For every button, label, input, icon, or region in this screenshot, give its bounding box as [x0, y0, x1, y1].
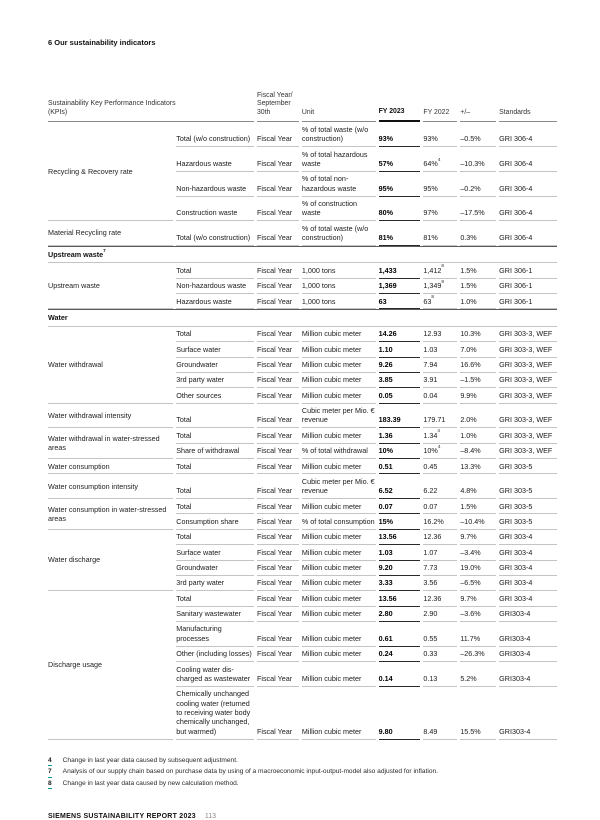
cell-fy2023-value: 0.61 — [379, 622, 421, 647]
cell-sub-label: Groundwater — [176, 561, 254, 576]
cell-fy2023-value: 14.26 — [379, 327, 421, 342]
cell-change-value: –3.6% — [460, 607, 496, 622]
table-row — [48, 499, 557, 514]
cell-change-value: –26.3% — [460, 647, 496, 662]
cell-standard: GRI 303-4 — [499, 561, 557, 576]
cell-fy2022-value: 0.45 — [423, 459, 457, 474]
cell-kpi-label: Material Recycling rate — [48, 221, 173, 246]
cell-fiscal-year: Fiscal Year — [257, 662, 299, 687]
cell-fy2023-value: 3.85 — [379, 373, 421, 388]
cell-change-value: –3.4% — [460, 545, 496, 560]
cell-change-value: 16.6% — [460, 358, 496, 373]
cell-fy2022-value: 10%$^4$ — [423, 444, 457, 459]
cell-fy2023-value: 57% — [379, 147, 421, 172]
footnotes — [48, 756, 560, 790]
cell-unit: Million cubic meter — [302, 428, 376, 443]
cell-sub-label: Total — [176, 404, 254, 429]
cell-change-value: 1.0% — [460, 294, 496, 309]
cell-unit: Million cubic meter — [302, 545, 376, 560]
cell-kpi-label: Recycling & Recovery rate — [48, 122, 173, 221]
cell-fy2022-value: 0.13 — [423, 662, 457, 687]
cell-change-value: 9.7% — [460, 591, 496, 606]
cell-fiscal-year: Fiscal Year — [257, 373, 299, 388]
cell-sub-label: Groundwater — [176, 358, 254, 373]
cell-change-value: –1.5% — [460, 373, 496, 388]
cell-kpi-label: Discharge usage — [48, 591, 173, 739]
cell-change-value: 1.5% — [460, 499, 496, 514]
cell-fiscal-year: Fiscal Year — [257, 404, 299, 429]
cell-sub-label: Total — [176, 263, 254, 278]
cell-fy2022-value: 12.36 — [423, 591, 457, 606]
cell-fy2023-value: 9.80 — [379, 687, 421, 740]
cell-fiscal-year: Fiscal Year — [257, 576, 299, 591]
cell-standard: GRI 306-4 — [499, 197, 557, 222]
cell-sub-label: Other sources — [176, 388, 254, 403]
cell-unit: Million cubic meter — [302, 342, 376, 357]
header-kpi-line2: (KPIs) — [48, 109, 68, 117]
cell-kpi-label: Water withdrawal in water-stressed areas — [48, 428, 173, 459]
cell-change-value: –6.5% — [460, 576, 496, 591]
cell-sub-label: Manufacturing processes — [176, 622, 254, 647]
cell-change-value: 7.0% — [460, 342, 496, 357]
header-unit: Unit — [302, 89, 376, 122]
cell-fy2022-value: $63^8$ — [423, 294, 457, 309]
cell-change-value: –0.5% — [460, 122, 496, 147]
cell-standard: GRI 306-1 — [499, 263, 557, 278]
header-fiscal-year — [257, 89, 299, 122]
cell-fy2022-value: 64%$^4$ — [423, 147, 457, 172]
table-row — [48, 404, 557, 429]
cell-fy2023-value: 13.56 — [379, 591, 421, 606]
cell-fy2023-value: 1.10 — [379, 342, 421, 357]
cell-fiscal-year: Fiscal Year — [257, 197, 299, 222]
cell-change-value: 19.0% — [460, 561, 496, 576]
cell-change-value: 9.7% — [460, 530, 496, 545]
cell-standard: GRI 303-5 — [499, 514, 557, 529]
cell-standard: GRI 306-4 — [499, 147, 557, 172]
cell-unit: % of total withdrawal — [302, 444, 376, 459]
cell-change-value: 5.2% — [460, 662, 496, 687]
cell-fy2023-value: 0.05 — [379, 388, 421, 403]
cell-fy2023-value: 0.14 — [379, 662, 421, 687]
cell-standard: GRI 306-4 — [499, 172, 557, 197]
cell-change-value: –0.2% — [460, 172, 496, 197]
cell-fiscal-year: Fiscal Year — [257, 530, 299, 545]
cell-fy2023-value: 95% — [379, 172, 421, 197]
table-row — [48, 474, 557, 499]
cell-fy2022-value: 0.33 — [423, 647, 457, 662]
cell-unit: 1,000 tons — [302, 279, 376, 294]
cell-kpi-label: Water consumption in water-stressed areas — [48, 499, 173, 530]
kpi-table-body — [48, 122, 557, 739]
cell-fy2023-value: 10% — [379, 444, 421, 459]
cell-fiscal-year: Fiscal Year — [257, 122, 299, 147]
cell-fy2023-value: 183.39 — [379, 404, 421, 429]
header-delta: +/– — [460, 89, 496, 122]
cell-sub-label: Chemically unchanged cooling water (returned to receiving water body chemically unchanged, but warmed) — [176, 687, 254, 740]
cell-fiscal-year: Fiscal Year — [257, 263, 299, 278]
cell-unit: Million cubic meter — [302, 647, 376, 662]
cell-change-value: 1.0% — [460, 428, 496, 443]
cell-unit: Million cubic meter — [302, 576, 376, 591]
cell-fy2023-value: 1,369 — [379, 279, 421, 294]
page-footer — [48, 813, 560, 820]
cell-unit: % of total non-hazardous waste — [302, 172, 376, 197]
cell-fiscal-year: Fiscal Year — [257, 545, 299, 560]
cell-standard: GRI 303-5 — [499, 459, 557, 474]
table-row — [48, 591, 557, 606]
cell-sub-label: Total — [176, 474, 254, 499]
cell-change-value: 9.9% — [460, 388, 496, 403]
cell-fy2022-value: 7.94 — [423, 358, 457, 373]
cell-fiscal-year: Fiscal Year — [257, 444, 299, 459]
cell-fy2022-value: 0.07 — [423, 499, 457, 514]
cell-standard: GRI 306-1 — [499, 279, 557, 294]
cell-fy2023-value: 1.36 — [379, 428, 421, 443]
cell-fy2023-value: 9.20 — [379, 561, 421, 576]
cell-fy2022-value: 1,412$^8$ — [423, 263, 457, 278]
cell-fiscal-year: Fiscal Year — [257, 561, 299, 576]
cell-fy2023-value: 1,433 — [379, 263, 421, 278]
cell-kpi-label: Water discharge — [48, 530, 173, 591]
cell-fy2022-value: 3.91 — [423, 373, 457, 388]
cell-unit: Cubic meter per Mio. € revenue — [302, 474, 376, 499]
cell-change-value: 13.3% — [460, 459, 496, 474]
cell-fiscal-year: Fiscal Year — [257, 607, 299, 622]
cell-fy2022-value: 3.56 — [423, 576, 457, 591]
cell-standard: GRI 303-4 — [499, 576, 557, 591]
cell-unit: % of total hazardous waste — [302, 147, 376, 172]
cell-sub-label: Non-hazardous waste — [176, 279, 254, 294]
cell-sub-label: Total — [176, 591, 254, 606]
cell-unit: % of construction waste — [302, 197, 376, 222]
cell-fiscal-year: Fiscal Year — [257, 687, 299, 740]
cell-sub-label: Share of withdrawal — [176, 444, 254, 459]
cell-change-value: 15.5% — [460, 687, 496, 740]
header-fy2022: FY 2022 — [423, 89, 457, 122]
cell-fy2022-value: 97% — [423, 197, 457, 222]
footnote-item — [48, 767, 560, 778]
cell-change-value: –8.4% — [460, 444, 496, 459]
cell-fy2022-value: 1.03 — [423, 342, 457, 357]
cell-fiscal-year: Fiscal Year — [257, 327, 299, 342]
footnote-item — [48, 779, 560, 790]
footnote-number: 8 — [48, 779, 52, 790]
cell-standard: GRI303-4 — [499, 607, 557, 622]
cell-sub-label: Hazardous waste — [176, 294, 254, 309]
cell-unit: Million cubic meter — [302, 388, 376, 403]
cell-sub-label: Surface water — [176, 342, 254, 357]
cell-fiscal-year: Fiscal Year — [257, 499, 299, 514]
cell-change-value: –17.5% — [460, 197, 496, 222]
cell-standard: GRI 303-4 — [499, 591, 557, 606]
cell-standard: GRI 303-5 — [499, 474, 557, 499]
cell-fy2023-value: 13.56 — [379, 530, 421, 545]
table-row — [48, 530, 557, 545]
cell-unit: Million cubic meter — [302, 622, 376, 647]
cell-fy2022-value: 95% — [423, 172, 457, 197]
breadcrumb: 6 Our sustainability indicators — [48, 38, 156, 47]
cell-unit: Million cubic meter — [302, 459, 376, 474]
cell-sub-label: Sanitary wastewater — [176, 607, 254, 622]
cell-unit: Million cubic meter — [302, 561, 376, 576]
cell-fiscal-year: Fiscal Year — [257, 342, 299, 357]
cell-sub-label: Surface water — [176, 545, 254, 560]
cell-fy2023-value: 15% — [379, 514, 421, 529]
cell-standard: GRI 306-1 — [499, 294, 557, 309]
footnote-text: Change in last year data caused by subsequent adjustment. — [62, 756, 238, 764]
cell-sub-label: Total — [176, 428, 254, 443]
cell-change-value: 4.8% — [460, 474, 496, 499]
cell-sub-label: Total — [176, 327, 254, 342]
cell-fy2023-value: 0.07 — [379, 499, 421, 514]
cell-fiscal-year: Fiscal Year — [257, 622, 299, 647]
cell-change-value: –10.3% — [460, 147, 496, 172]
cell-sub-label: 3rd party water — [176, 576, 254, 591]
cell-fy2022-value: 0.55 — [423, 622, 457, 647]
cell-unit: 1,000 tons — [302, 294, 376, 309]
cell-fy2023-value: 0.24 — [379, 647, 421, 662]
header-fiscal-line1: Fiscal Year/ — [256, 91, 293, 99]
cell-standard: GRI303-4 — [499, 687, 557, 740]
cell-standard: GRI 303-3, WEF — [499, 327, 557, 342]
cell-fiscal-year: Fiscal Year — [257, 388, 299, 403]
cell-unit: Million cubic meter — [302, 499, 376, 514]
cell-standard: GRI 303-5 — [499, 499, 557, 514]
cell-fy2022-value: 1.07 — [423, 545, 457, 560]
cell-fy2022-value: 179.71 — [423, 404, 457, 429]
cell-kpi-label: Upstream waste — [48, 263, 173, 309]
cell-fy2023-value: 80% — [379, 197, 421, 222]
cell-sub-label: Consumption share — [176, 514, 254, 529]
cell-fiscal-year: Fiscal Year — [257, 358, 299, 373]
cell-standard: GRI303-4 — [499, 622, 557, 647]
table-row — [48, 221, 557, 246]
cell-fy2022-value: 16.2% — [423, 514, 457, 529]
cell-fiscal-year: Fiscal Year — [257, 294, 299, 309]
cell-fiscal-year: Fiscal Year — [257, 172, 299, 197]
cell-fiscal-year: Fiscal Year — [257, 591, 299, 606]
cell-fy2023-value: 9.26 — [379, 358, 421, 373]
cell-sub-label: Total — [176, 459, 254, 474]
kpi-table — [45, 89, 560, 740]
cell-unit: Million cubic meter — [302, 662, 376, 687]
cell-kpi-label: Water withdrawal intensity — [48, 404, 173, 429]
cell-fy2022-value: 2.90 — [423, 607, 457, 622]
cell-unit: Million cubic meter — [302, 687, 376, 740]
cell-standard: GRI 306-4 — [499, 221, 557, 246]
cell-change-value: –10.4% — [460, 514, 496, 529]
section-header-row — [48, 246, 557, 263]
cell-fy2023-value: 81% — [379, 221, 421, 246]
table-row — [48, 428, 557, 443]
header-row — [48, 89, 557, 122]
footnote-number: 7 — [48, 767, 52, 778]
cell-sub-label: Non-hazardous waste — [176, 172, 254, 197]
cell-sub-label: Hazardous waste — [176, 147, 254, 172]
cell-unit: Million cubic meter — [302, 591, 376, 606]
cell-change-value: 1.5% — [460, 263, 496, 278]
cell-standard: GRI303-4 — [499, 662, 557, 687]
cell-change-value: 2.0% — [460, 404, 496, 429]
cell-standard: GRI 303-3, WEF — [499, 342, 557, 357]
cell-change-value: 11.7% — [460, 622, 496, 647]
cell-fiscal-year: Fiscal Year — [257, 647, 299, 662]
cell-fy2022-value: 93% — [423, 122, 457, 147]
cell-fiscal-year: Fiscal Year — [257, 459, 299, 474]
cell-sub-label: Other (including losses) — [176, 647, 254, 662]
table-row — [48, 459, 557, 474]
section-header-label: Upstream waste$^7$ — [48, 246, 557, 263]
cell-kpi-label: Water withdrawal — [48, 327, 173, 404]
cell-sub-label: Cooling water discharged as wastewater — [176, 662, 254, 687]
cell-fy2023-value: 6.52 — [379, 474, 421, 499]
cell-fy2023-value: 0.51 — [379, 459, 421, 474]
cell-fy2022-value: 7.73 — [423, 561, 457, 576]
cell-standard: GRI 303-4 — [499, 530, 557, 545]
cell-sub-label: Total (w/o construction) — [176, 122, 254, 147]
cell-standard: GRI 303-3, WEF — [499, 444, 557, 459]
cell-fiscal-year: Fiscal Year — [257, 428, 299, 443]
cell-fy2023-value: 3.33 — [379, 576, 421, 591]
cell-change-value: 0.3% — [460, 221, 496, 246]
table-header — [48, 89, 557, 122]
cell-fy2022-value: 0.04 — [423, 388, 457, 403]
cell-fy2023-value: 1.03 — [379, 545, 421, 560]
cell-sub-label: Construction waste — [176, 197, 254, 222]
cell-unit: Million cubic meter — [302, 358, 376, 373]
cell-unit: Million cubic meter — [302, 607, 376, 622]
cell-standard: GRI 306-4 — [499, 122, 557, 147]
table-row — [48, 263, 557, 278]
cell-unit: Million cubic meter — [302, 373, 376, 388]
cell-fy2023-value: 2.80 — [379, 607, 421, 622]
cell-fy2022-value: 6.22 — [423, 474, 457, 499]
footnote-text: Change in last year data caused by new calculation method. — [62, 779, 239, 787]
section-header-label: Water — [48, 309, 557, 326]
header-kpi-line1: Sustainability Key Performance Indicators — [48, 100, 176, 108]
cell-standard: GRI 303-3, WEF — [499, 404, 557, 429]
cell-standard: GRI303-4 — [499, 647, 557, 662]
header-fiscal-line2: September 30th — [256, 100, 291, 117]
cell-sub-label: Total — [176, 499, 254, 514]
cell-sub-label: 3rd party water — [176, 373, 254, 388]
cell-fiscal-year: Fiscal Year — [257, 279, 299, 294]
cell-unit: Million cubic meter — [302, 530, 376, 545]
footnote-item — [48, 756, 560, 767]
cell-fiscal-year: Fiscal Year — [257, 474, 299, 499]
cell-unit: % of total waste (w/o construction) — [302, 122, 376, 147]
cell-standard: GRI 303-3, WEF — [499, 428, 557, 443]
cell-kpi-label: Water consumption intensity — [48, 474, 173, 499]
cell-unit: % of total consumption — [302, 514, 376, 529]
cell-fy2023-value: 63 — [379, 294, 421, 309]
cell-standard: GRI 303-3, WEF — [499, 373, 557, 388]
cell-standard: GRI 303-3, WEF — [499, 358, 557, 373]
cell-unit: Cubic meter per Mio. € revenue — [302, 404, 376, 429]
header-kpi — [48, 89, 254, 122]
cell-fy2022-value: 12.93 — [423, 327, 457, 342]
cell-fy2022-value: 12.36 — [423, 530, 457, 545]
cell-unit: Million cubic meter — [302, 327, 376, 342]
cell-fy2023-value: 93% — [379, 122, 421, 147]
cell-fy2022-value: 8.49 — [423, 687, 457, 740]
cell-kpi-label: Water consumption — [48, 459, 173, 474]
cell-standard: GRI 303-4 — [499, 545, 557, 560]
cell-fiscal-year: Fiscal Year — [257, 514, 299, 529]
table-row — [48, 327, 557, 342]
cell-sub-label: Total (w/o construction) — [176, 221, 254, 246]
cell-change-value: 10.3% — [460, 327, 496, 342]
cell-fy2022-value: 1,349$^8$ — [423, 279, 457, 294]
cell-unit: 1,000 tons — [302, 263, 376, 278]
cell-sub-label: Total — [176, 530, 254, 545]
footer-page-number: 113 — [204, 813, 217, 820]
header-standards: Standards — [499, 89, 557, 122]
cell-standard: GRI 303-3, WEF — [499, 388, 557, 403]
footnote-number: 4 — [48, 756, 52, 767]
cell-change-value: 1.5% — [460, 279, 496, 294]
section-header-row — [48, 309, 557, 326]
header-fy2023: FY 2023 — [379, 89, 421, 122]
cell-fiscal-year: Fiscal Year — [257, 221, 299, 246]
cell-fy2022-value: 81% — [423, 221, 457, 246]
cell-fy2022-value: 1.34$^4$ — [423, 428, 457, 443]
footer-report-title: SIEMENS SUSTAINABILITY REPORT 2023 — [48, 813, 196, 820]
cell-unit: % of total waste (w/o construction) — [302, 221, 376, 246]
cell-fiscal-year: Fiscal Year — [257, 147, 299, 172]
table-row — [48, 122, 557, 147]
footnote-text: Analysis of our supply chain based on purchase data by using of a macroeconomic input-output-model also adjusted for inflation. — [62, 768, 439, 776]
